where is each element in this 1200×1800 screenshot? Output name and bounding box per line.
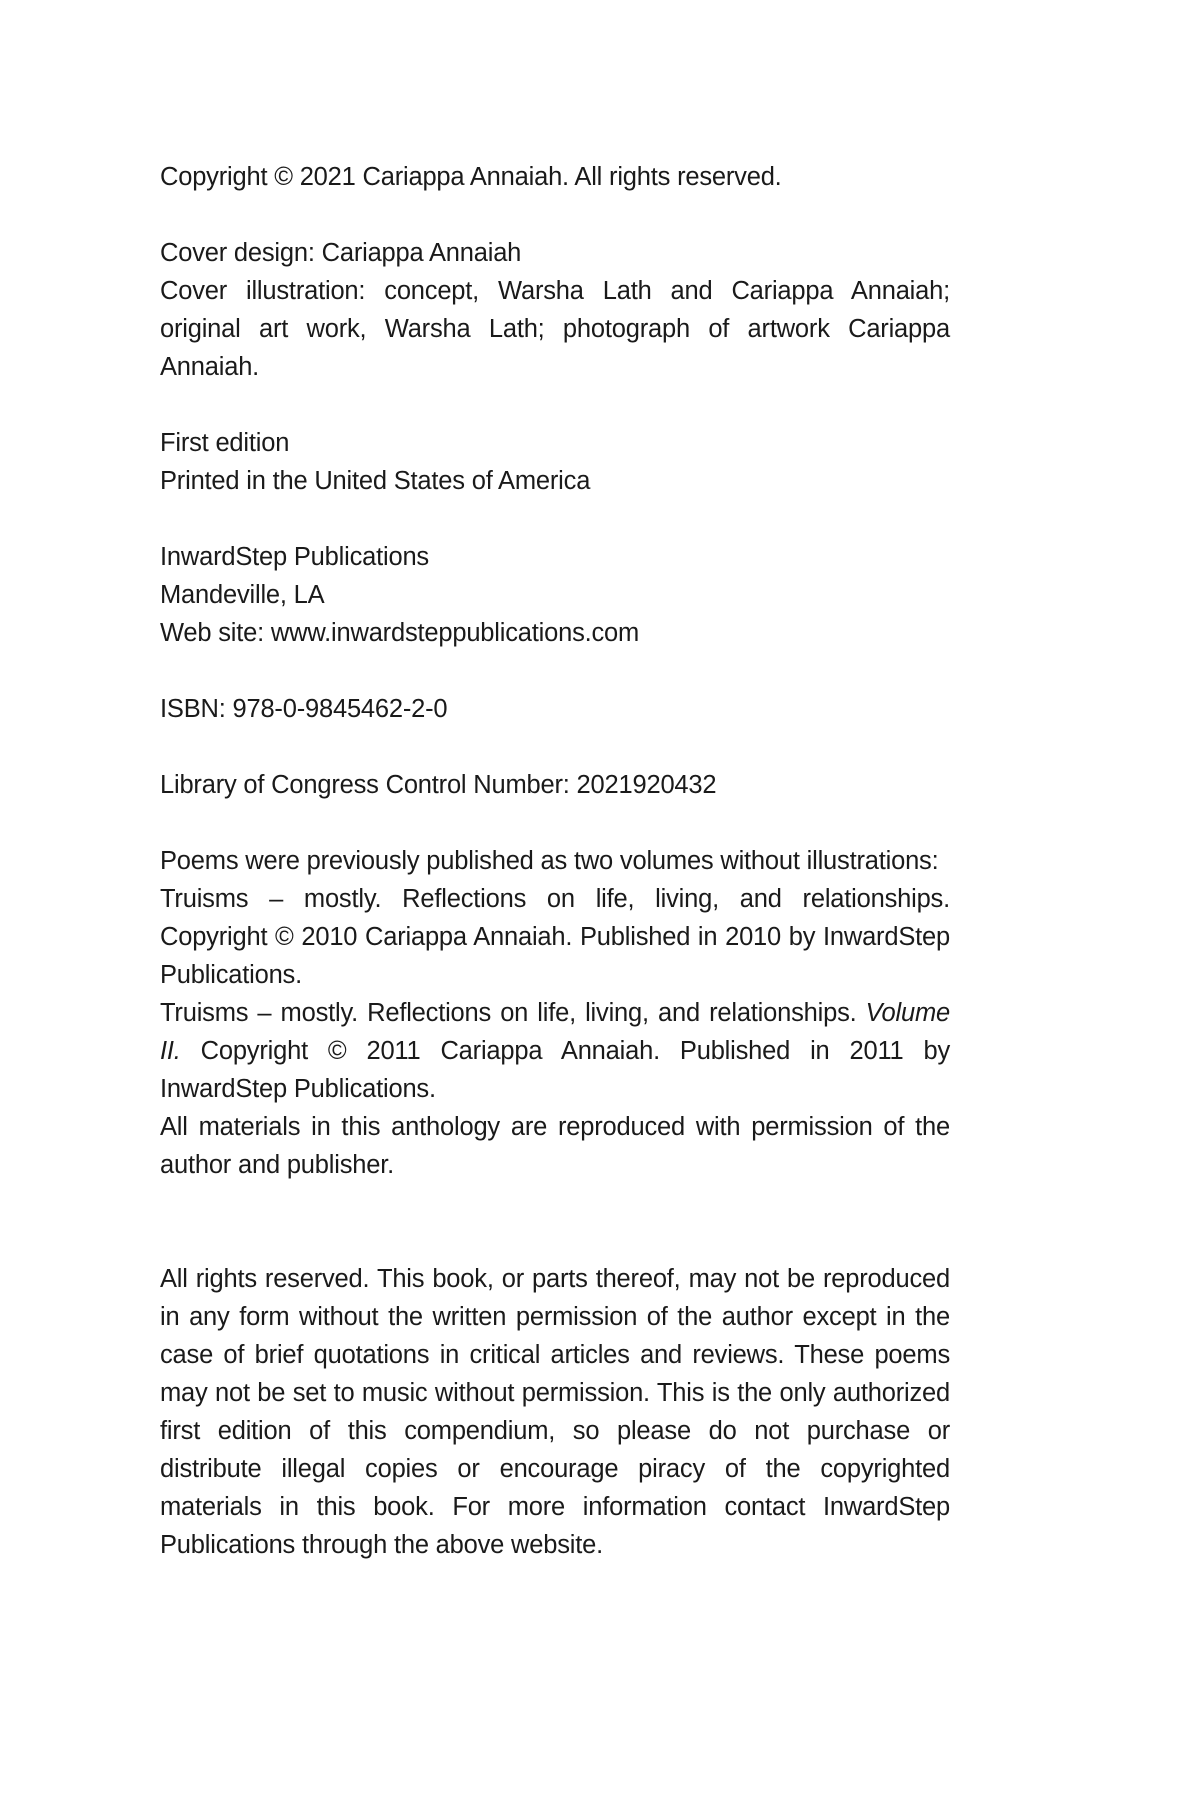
publisher-name: InwardStep Publications xyxy=(160,543,429,571)
edition-label: First edition xyxy=(160,429,290,457)
copyright-page xyxy=(160,158,950,1602)
printed-in: Printed in the United States of America xyxy=(160,467,591,495)
volume-2-label: Volume II. xyxy=(160,999,950,1065)
previous-publications xyxy=(160,842,950,1184)
copyright-block xyxy=(160,158,950,196)
lccn: Library of Congress Control Number: 2021920432 xyxy=(160,771,717,799)
isbn-block xyxy=(160,690,950,728)
previous-intro: Poems were previously published as two volumes without illustrations: xyxy=(160,847,939,875)
publisher-website: Web site: www.inwardsteppublications.com xyxy=(160,619,640,647)
cover-design: Cover design: Cariappa Annaiah xyxy=(160,239,522,267)
publisher-block xyxy=(160,538,950,652)
volume-2-title: Truisms – mostly. Reflections on life, living, and relationships. xyxy=(160,999,857,1027)
lccn-block xyxy=(160,766,950,804)
copyright-line: Copyright © 2021 Cariappa Annaiah. All rights reserved. xyxy=(160,163,782,191)
cover-credits xyxy=(160,234,950,386)
cover-illustration: Cover illustration: concept, Warsha Lath and Cariappa Annaiah; original art work, Warsha Lath; photograph of artwork Cariappa Annaiah. xyxy=(160,277,950,381)
rights-notice-text: All rights reserved. This book, or parts thereof, may not be reproduced in any form without the written permission of the author except in the case of brief quotations in critical articles and reviews. These poems may not be set to music without permission. This is the only authorized first edition of this compendium, so please do not purchase or distribute illegal copies or encourage piracy of the copyrighted materials in this book. For more information contact InwardStep Publications through the above website. xyxy=(160,1265,950,1559)
previous-volume-1: Truisms – mostly. Reflections on life, living, and relationships. Copyright © 2010 Cariappa Annaiah. Published in 2010 by InwardStep Publications. xyxy=(160,885,950,989)
permission-note: All materials in this anthology are reproduced with permission of the author and publisher. xyxy=(160,1113,950,1179)
edition-block xyxy=(160,424,950,500)
volume-2-details: Copyright © 2011 Cariappa Annaiah. Published in 2011 by InwardStep Publications. xyxy=(160,1037,950,1103)
rights-notice xyxy=(160,1260,950,1564)
publisher-location: Mandeville, LA xyxy=(160,581,325,609)
isbn: ISBN: 978-0-9845462-2-0 xyxy=(160,695,448,723)
previous-volume-2 xyxy=(160,994,950,1108)
